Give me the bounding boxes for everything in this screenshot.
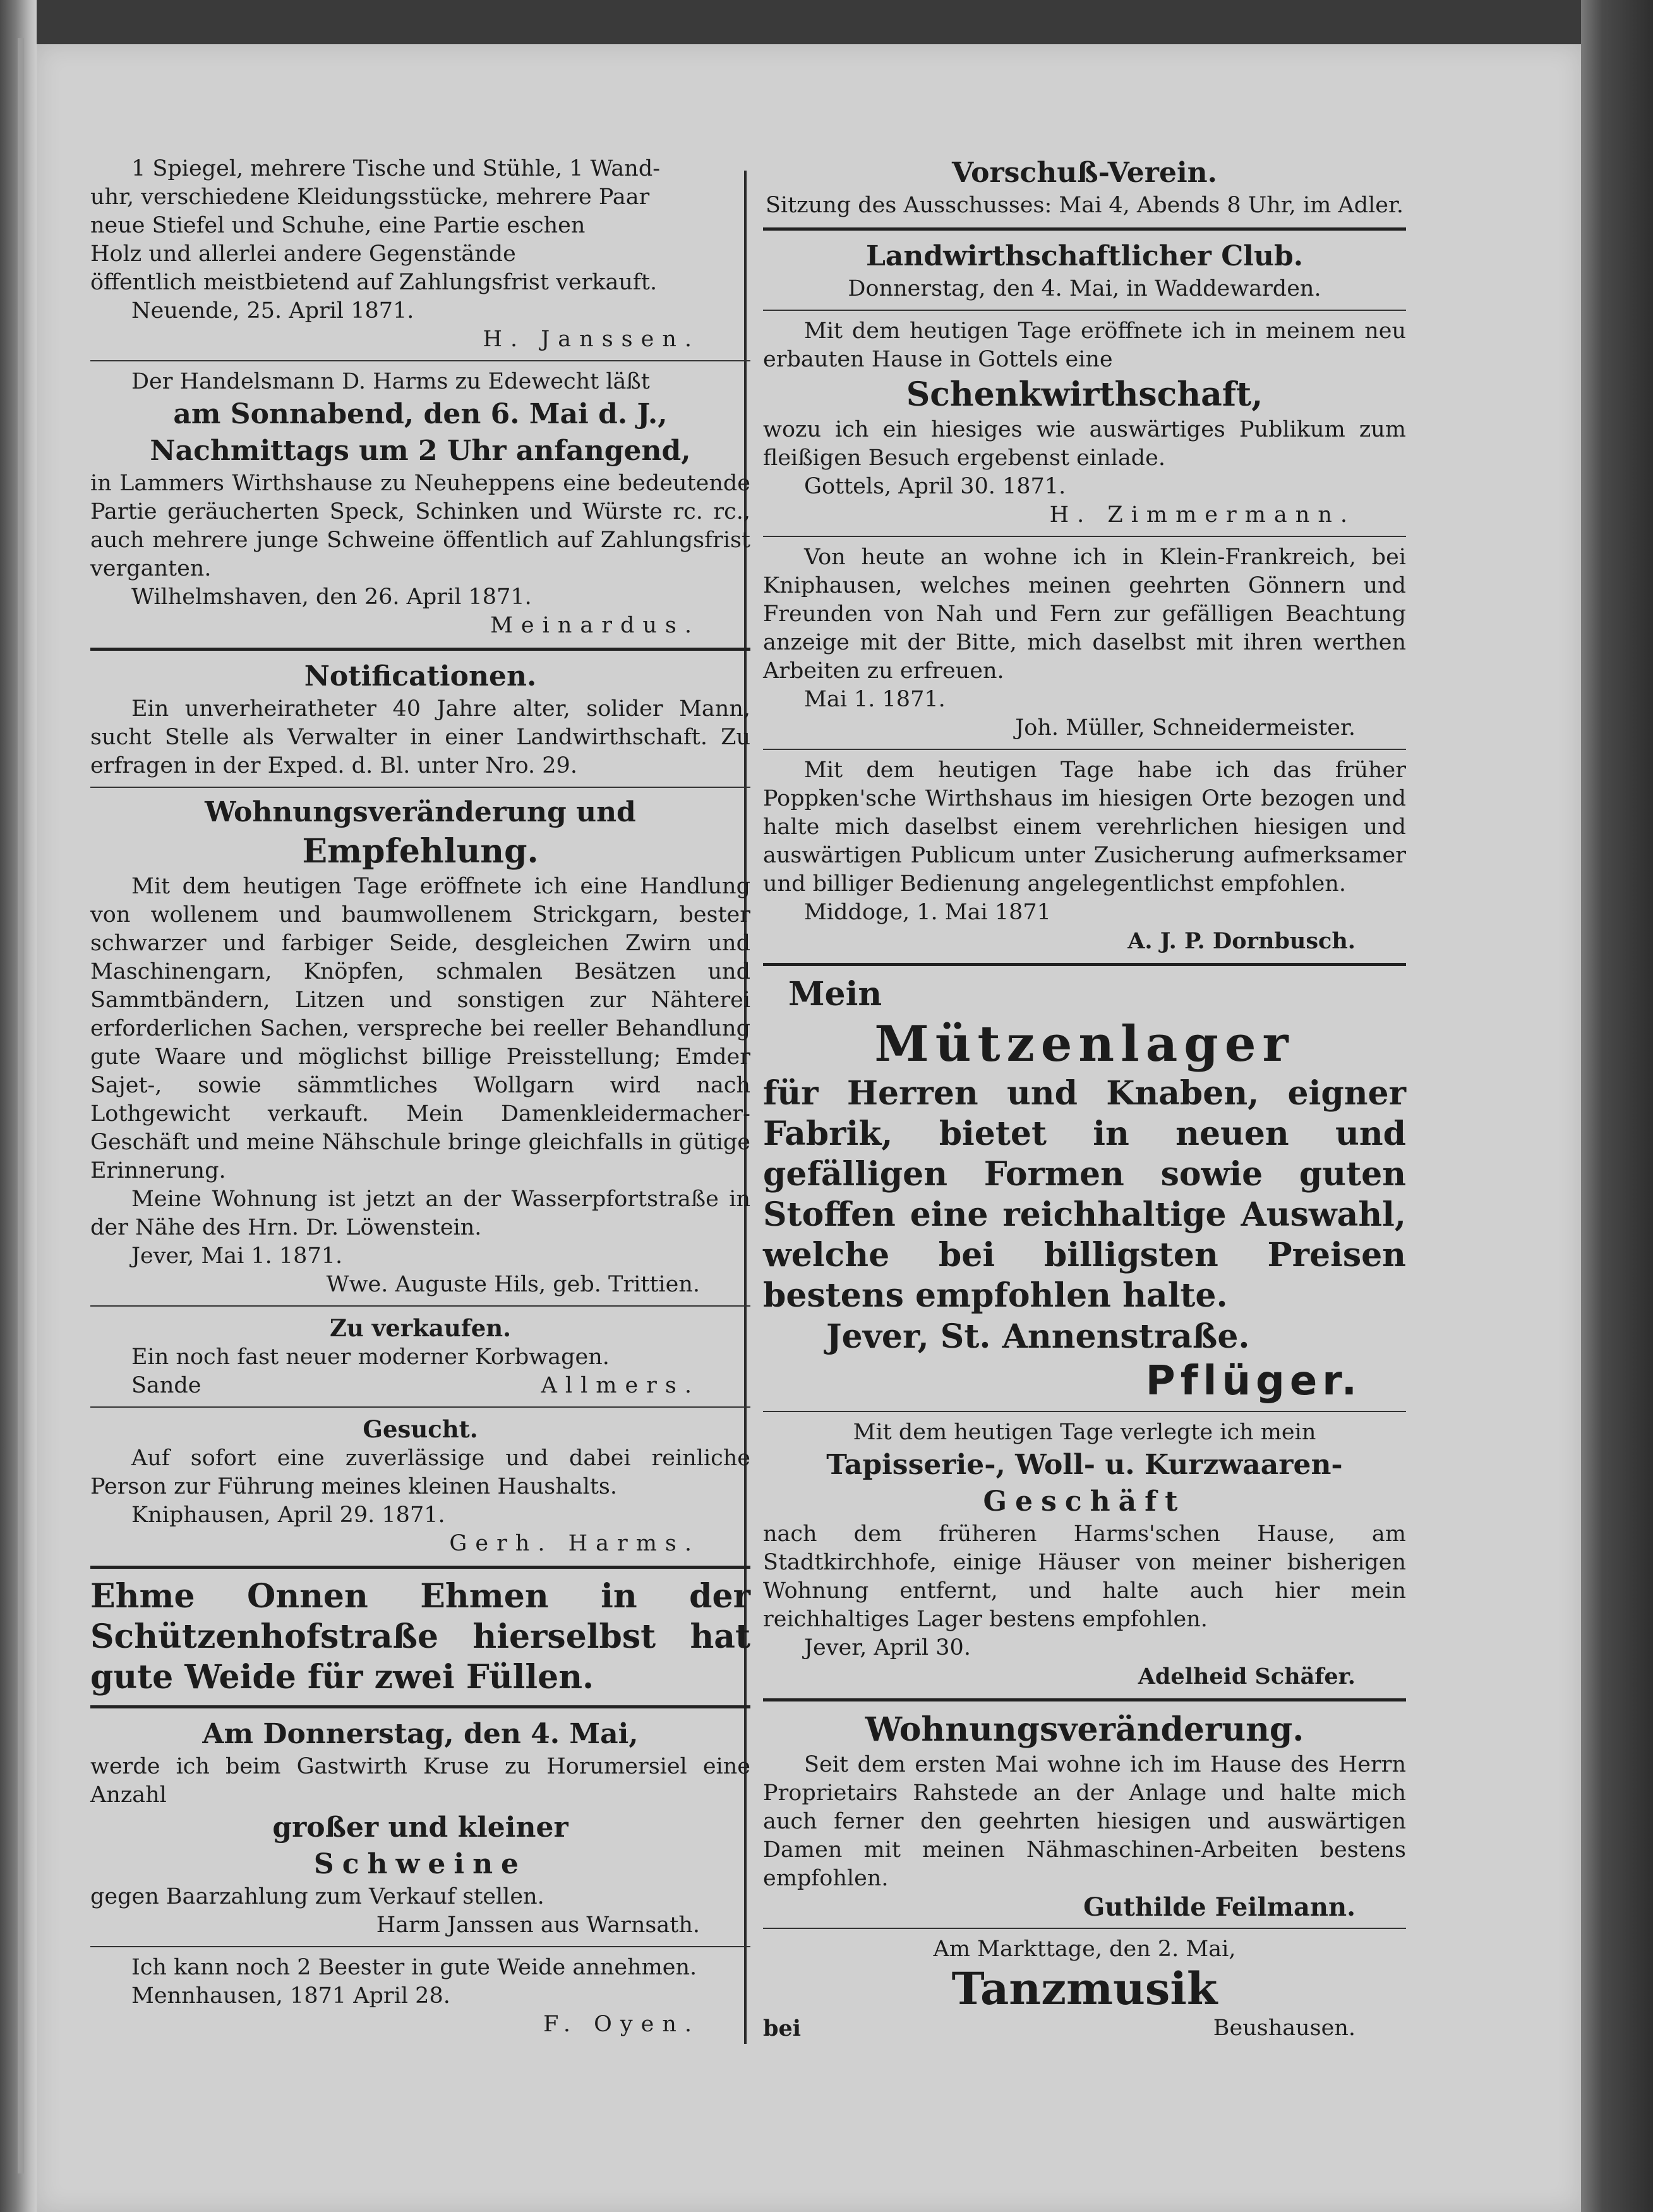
ad-signature: Beushausen. [1213,2016,1355,2041]
ad-gesucht [90,1414,750,1558]
ad-title: Gesucht. [363,1415,478,1443]
ad-vorschuss-verein [763,155,1406,220]
ad-dornbusch-wirthshaus [763,756,1406,955]
ad-address: Jever, St. Annenstraße. [826,1317,1250,1356]
ad-title: Geschäft [983,1485,1186,1518]
ad-divider [763,749,1406,750]
ad-place-date: Jever, April 30. [804,1635,971,1660]
ad-body: für Herren und Knaben, eigner Fabrik, bietet in neuen und gefälligen Formen sowie guten Stoffen eine reichhaltige Auswahl, welche bei billigsten Preisen bestens empfohlen halte. [763,1074,1406,1315]
ad-body: Mit dem heutigen Tage eröffnete ich eine Handlung von wollenem und baumwollenem Strickgarn, bester schwarzer und farbiger Seide, desgleichen Zwirn und Maschinengarn, Knöpfen, schmalen Besätzen und Sammtbändern, Litzen und sonstigen zur Nähterei erforderlichen Sachen, verspreche bei reeller Behandlung gute Waare und möglichst billige Preisstellung; Emder Sajet-, sowie sämmtliches Wollgarn wird nach Lothgewicht verkauft. Mein Damenkleidermacher-Geschäft und meine Nähschule bringe gleichfalls in gütige Erinnerung. [90,874,750,1183]
ad-landwirthschaftlicher-club [763,238,1406,303]
section-divider [763,227,1406,231]
section-divider [90,648,750,651]
ad-title: Wohnungsveränderung und [205,796,636,828]
ad-title: Tanzmusik [951,1962,1218,2015]
ad-divider [90,360,750,361]
ad-place-date: Kniphausen, April 29. 1871. [131,1502,445,1528]
section-divider [763,1698,1406,1701]
ad-signature: H. Janssen. [483,327,700,352]
ad-title: Landwirthschaftlicher Club. [865,240,1304,272]
ad-item: Schweine [313,1848,527,1880]
binding-strip [18,38,24,2173]
ad-signature: Harm Janssen aus Warnsath. [376,1913,700,1938]
ad-body: Sitzung des Ausschusses: Mai 4, Abends 8 Uhr, im Adler. [765,193,1404,218]
ad-schaefer-geschaeft [763,1418,1406,1691]
ad-line: uhr, verschiedene Kleidungsstücke, mehrere Paar [90,184,650,210]
ad-auction-harms [90,368,750,640]
ad-line: öffentlich meistbietend auf Zahlungsfrist verkauft. [90,270,658,295]
ad-body: Seit dem ersten Mai wohne ich im Hause des Herrn Proprietairs Rahstede an der Anlage und halte mich auch ferner den geehrten hiesigen und auswärtigen Damen mit meinen Nähmaschinen-Arbeiten bestens empfohlen. [763,1752,1406,1891]
ad-headline: Am Donnerstag, den 4. Mai, [202,1718,639,1750]
ad-intro: Am Markttage, den 2. Mai, [933,1937,1236,1962]
right-column [763,155,1406,2043]
ad-title: Mützenlager [874,1015,1295,1073]
ad-body: nach dem früheren Harms'schen Hause, am Stadtkirchhofe, einige Häuser von meiner bisherigen Wohnung entfernt, und halte auch hier mein reichhaltiges Lager bestens empfohlen. [763,1521,1406,1632]
ad-place-date: Jever, Mai 1. 1871. [131,1243,343,1269]
ad-body: Ein unverheiratheter 40 Jahre alter, solider Mann, sucht Stelle als Verwalter in einer Landwirthschaft. Zu erfragen in der Exped. d. Bl. unter Nro. 29. [90,696,750,778]
ad-title: Schenkwirthschaft, [906,375,1263,414]
ad-body: Mit dem heutigen Tage habe ich das früher Poppken'sche Wirthshaus im hiesigen Orte bezogen und halte mich daselbst einem verehrlichen hiesigen und auswärtigen Publicum unter Zusicherung aufmerksamer und billiger Bedienung angelegentlichst empfohlen. [763,758,1406,897]
ad-wohnungsveraenderung-hils [90,794,750,1299]
ad-body: Von heute an wohne ich in Klein-Frankreich, bei Kniphausen, welches meinen geehrten Gönnern und Freunden von Nah und Fern zur gefälligen Beachtung anzeige mit der Bitte, mich daselbst mit ihren werthen Arbeiten zu erfreuen. [763,545,1406,684]
section-divider [90,1566,750,1569]
ad-divider [763,1411,1406,1412]
ad-signature: Pflüger. [1145,1358,1362,1405]
ad-divider [763,536,1406,537]
ad-item: großer und kleiner [272,1811,568,1844]
ad-notificationen [90,658,750,780]
ad-divider [763,310,1406,311]
ad-title: Wohnungsveränderung. [865,1710,1304,1749]
section-divider [763,963,1406,966]
ad-divider [90,1406,750,1408]
ad-signature: Guthilde Feilmann. [1083,1892,1355,1922]
ad-place: Sande [131,1373,201,1398]
ad-feilmann-wohnung [763,1709,1406,1921]
ad-body: Auf sofort eine zuverlässige und dabei reinliche Person zur Führung meines kleinen Haushalts. [90,1446,750,1499]
ad-divider [90,1946,750,1947]
ad-divider [90,1305,750,1307]
ad-line: neue Stiefel und Schuhe, eine Partie eschen [90,213,586,238]
ad-signature: Gerh. Harms. [449,1531,700,1556]
ad-intro: Der Handelsmann D. Harms zu Edewecht läßt [131,369,650,394]
ad-zu-verkaufen [90,1313,750,1400]
page-edge-shadow [1581,0,1653,2212]
left-column [90,155,750,2039]
ad-weide-ehmen [90,1576,750,1698]
ad-signature: H. Zimmermann. [1049,502,1355,528]
ad-schweine-janssen [90,1716,750,1940]
ad-date: Mai 1. 1871. [804,687,946,712]
ad-muetzenlager [763,974,1406,1405]
ad-headline: am Sonnabend, den 6. Mai d. J., [173,398,668,430]
ad-body: Donnerstag, den 4. Mai, in Waddewarden. [848,276,1321,301]
ad-tanzmusik [763,1935,1406,2043]
ad-title: Empfehlung. [302,832,539,871]
ad-intro: Mit dem heutigen Tage eröffnete ich in meinem neu erbauten Hause in Gottels eine [763,318,1406,372]
ad-line: 1 Spiegel, mehrere Tische und Stühle, 1 Wand- [131,156,661,181]
ad-line: Holz und allerlei andere Gegenstände [90,241,516,267]
ad-signature: Meinardus. [490,613,700,638]
ad-weide-oyen [90,1954,750,2039]
ad-bei: bei [763,2016,802,2041]
ad-place-date: Wilhelmshaven, den 26. April 1871. [131,584,532,610]
ad-place-date: Gottels, April 30. 1871. [804,474,1066,499]
section-divider [90,1705,750,1708]
ad-mueller-umzug [763,543,1406,742]
newspaper-page [37,44,1581,2212]
ad-schenkwirthschaft [763,317,1406,529]
ad-intro: Mein [788,975,882,1013]
ad-signature: Joh. Müller, Schneidermeister. [1015,715,1355,740]
ad-divider [90,787,750,788]
ad-place-date: Middoge, 1. Mai 1871 [804,900,1051,925]
ad-signature: A. J. P. Dornbusch. [1127,928,1355,954]
ad-place-date: Neuende, 25. April 1871. [131,298,414,323]
ad-auction-neuende [90,155,750,354]
ad-body: gegen Baarzahlung zum Verkauf stellen. [90,1884,544,1909]
ad-signature: Wwe. Auguste Hils, geb. Trittien. [326,1272,700,1297]
ad-body: Ehme Onnen Ehmen in der Schützenhofstraße hierselbst hat gute Weide für zwei Füllen. [90,1577,750,1696]
ad-body: Ich kann noch 2 Beester in gute Weide annehmen. [131,1955,697,1980]
book-binding [0,0,37,2212]
ad-title: Tapisserie-, Woll- u. Kurzwaaren- [826,1449,1343,1481]
ad-title: Zu verkaufen. [329,1314,512,1342]
ad-body: wozu ich ein hiesiges wie auswärtiges Publikum zum fleißigen Besuch ergebenst einlade. [763,417,1406,471]
ad-body: Meine Wohnung ist jetzt an der Wasserpfortstraße in der Nähe des Hrn. Dr. Löwenstein. [90,1187,750,1240]
ad-divider [763,1928,1406,1929]
ad-intro: werde ich beim Gastwirth Kruse zu Horumersiel eine Anzahl [90,1754,750,1808]
section-title: Notificationen. [304,660,537,692]
ad-signature: Adelheid Schäfer. [1138,1664,1355,1689]
ad-body: in Lammers Wirthshause zu Neuheppens eine bedeutende Partie geräucherten Speck, Schinken und Würste rc. rc., auch mehrere junge Schweine öffentlich auf Zahlungsfrist verganten. [90,471,750,581]
ad-signature: Allmers. [541,1373,700,1398]
ad-body: Ein noch fast neuer moderner Korbwagen. [131,1345,610,1370]
ad-headline: Nachmittags um 2 Uhr anfangend, [150,435,691,467]
ad-place-date: Mennhausen, 1871 April 28. [131,1983,450,2009]
ad-title: Vorschuß-Verein. [952,157,1217,189]
ad-signature: F. Oyen. [543,2012,700,2037]
ad-intro: Mit dem heutigen Tage verlegte ich mein [853,1420,1316,1445]
